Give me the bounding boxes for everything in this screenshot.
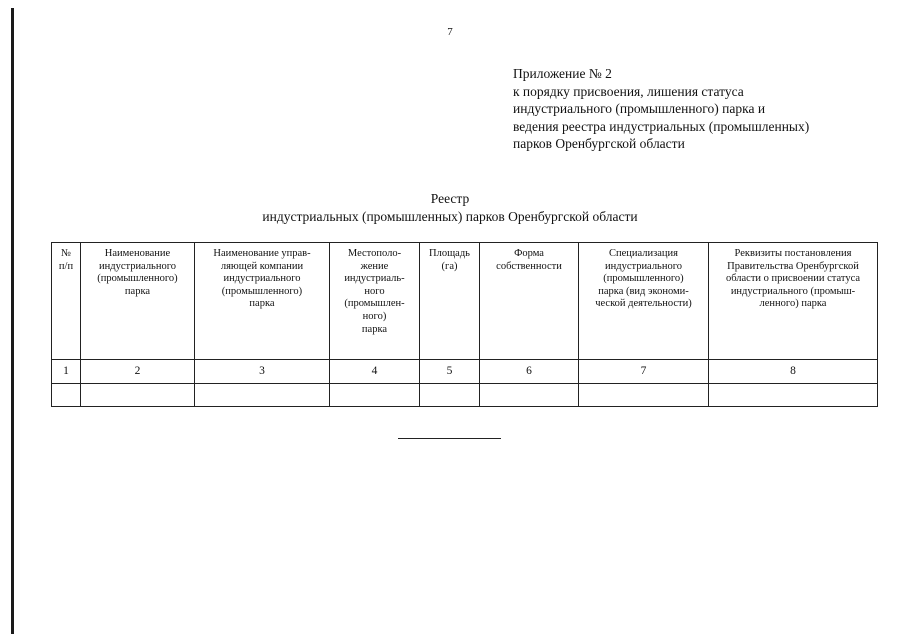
- header-text: Площадь (га): [429, 248, 470, 272]
- closing-rule: [398, 438, 501, 439]
- appendix-line: к порядку присвоения, лишения статуса: [513, 83, 744, 99]
- page-number: 7: [447, 26, 453, 38]
- header-text: Наименование индустриального (промышленного) парка: [97, 248, 178, 297]
- header-text: Специализация индустриального (промышленного) парка (вид экономи- ческой деятельности): [595, 248, 692, 310]
- header-text: Форма собственности: [496, 248, 562, 272]
- column-number-cell: 6: [480, 360, 579, 384]
- appendix-line: индустриального (промышленного) парка и: [513, 101, 766, 117]
- header-cell-management-company: [195, 243, 330, 360]
- header-text: Реквизиты постановления Правительства Оренбургской области о присвоении статуса индустриального (промыш- ленного) парка: [725, 248, 861, 310]
- column-number-row: [52, 360, 878, 384]
- registry-title-line2: индустриальных (промышленных) парков Оренбургской области: [262, 208, 638, 224]
- header-cell-number: [52, 243, 81, 360]
- left-margin-rule: [11, 8, 14, 634]
- header-cell-specialization: [579, 243, 709, 360]
- empty-cell: [195, 384, 330, 407]
- column-number-cell: 8: [709, 360, 878, 384]
- appendix-line: парков Оренбургской области: [513, 136, 685, 152]
- column-number-cell: 2: [81, 360, 195, 384]
- header-cell-park-name: [81, 243, 195, 360]
- appendix-line: Приложение № 2: [513, 66, 612, 81]
- column-number-cell: 1: [52, 360, 81, 384]
- appendix-line: ведения реестра индустриальных (промышленных): [513, 118, 810, 134]
- header-cell-resolution-details: [709, 243, 878, 360]
- empty-cell: [420, 384, 480, 407]
- registry-title-line1: Реестр: [430, 191, 470, 206]
- empty-data-row: [52, 384, 878, 407]
- header-text: Местополо- жение индустриаль- ного (промышлен- ного) парка: [344, 248, 405, 335]
- registry-table: [51, 242, 878, 407]
- header-cell-area: [420, 243, 480, 360]
- empty-cell: [330, 384, 420, 407]
- header-cell-location: [330, 243, 420, 360]
- empty-cell: [81, 384, 195, 407]
- appendix-header: [513, 65, 893, 153]
- column-number-cell: 7: [579, 360, 709, 384]
- empty-cell: [709, 384, 878, 407]
- column-number-cell: 4: [330, 360, 420, 384]
- header-text: № п/п: [58, 248, 74, 272]
- header-text: Наименование управ- ляющей компании индустриального (промышленного) парка: [213, 248, 311, 310]
- column-number-cell: 5: [420, 360, 480, 384]
- registry-title: [150, 190, 750, 225]
- table-header-row: [52, 243, 878, 360]
- column-number-cell: 3: [195, 360, 330, 384]
- empty-cell: [480, 384, 579, 407]
- empty-cell: [579, 384, 709, 407]
- header-cell-ownership: [480, 243, 579, 360]
- empty-cell: [52, 384, 81, 407]
